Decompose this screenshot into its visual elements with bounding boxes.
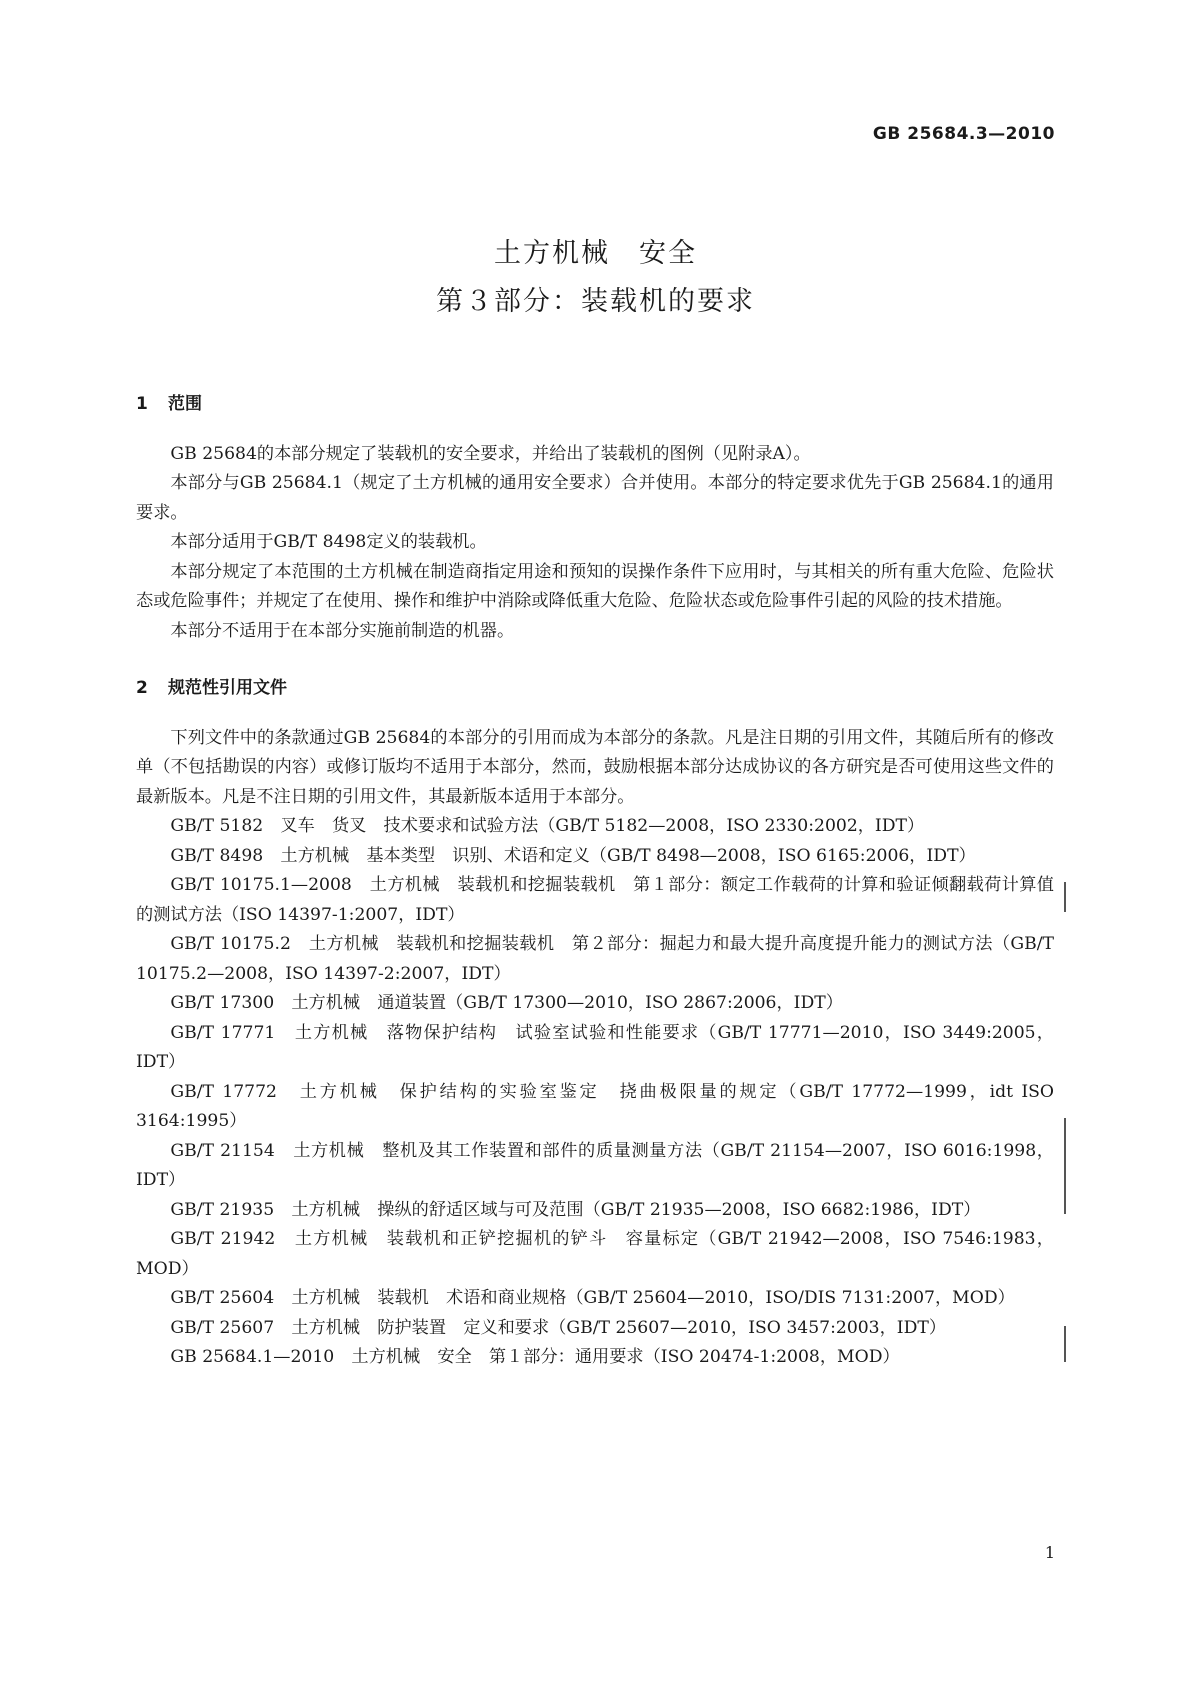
reference-text: 土方机械 安全 第１部分：通用要求（ISO 20474-1:2008，MOD） bbox=[351, 1347, 900, 1367]
reference-text: 土方机械 防护装置 定义和要求（GB/T 25607—2010，ISO 3457:2003，IDT） bbox=[291, 1317, 947, 1338]
change-bar bbox=[1064, 1118, 1066, 1214]
reference-text: 土方机械 装载机和挖掘装载机 第２部分：掘起力和最大提升高度提升能力的测试方法（GB/T 10175.2—2008，ISO 14397-2:2007，IDT） bbox=[136, 934, 1055, 984]
section-title: 规范性引用文件 bbox=[168, 678, 287, 698]
reference-item bbox=[136, 812, 1054, 842]
paragraph: 本部分不适用于在本部分实施前制造的机器。 bbox=[170, 620, 515, 641]
reference-text: 土方机械 操纵的舒适区域与可及范围（GB/T 21935—2008，ISO 6682:1986，IDT） bbox=[291, 1199, 981, 1220]
reference-item bbox=[136, 989, 1054, 1019]
reference-item bbox=[136, 1078, 1054, 1137]
reference-item bbox=[136, 930, 1054, 989]
reference-code: GB/T 21154 bbox=[170, 1140, 275, 1161]
reference-code: GB 25684.1—2010 bbox=[170, 1347, 335, 1367]
reference-text: 土方机械 落物保护结构 试验室试验和性能要求（GB/T 17771—2010，ISO 3449:2005，IDT） bbox=[136, 1022, 1054, 1072]
reference-list bbox=[136, 812, 1054, 1373]
reference-code: GB/T 21942 bbox=[170, 1229, 276, 1249]
reference-code: GB/T 5182 bbox=[170, 816, 264, 836]
reference-item bbox=[136, 1314, 1054, 1344]
document-title bbox=[0, 230, 1191, 326]
reference-code: GB/T 17772 bbox=[170, 1081, 277, 1102]
reference-text: 土方机械 整机及其工作装置和部件的质量测量方法（GB/T 21154—2007，ISO 6016:1998，IDT） bbox=[136, 1140, 1054, 1190]
paragraph: GB 25684的本部分规定了装载机的安全要求，并给出了装载机的图例（见附录A）。 bbox=[170, 443, 811, 464]
section-title: 范围 bbox=[168, 394, 202, 414]
reference-code: GB/T 17771 bbox=[170, 1022, 276, 1043]
standard-code: GB 25684.3—2010 bbox=[872, 124, 1055, 144]
page-number: 1 bbox=[1044, 1543, 1055, 1562]
reference-code: GB/T 25607 bbox=[170, 1317, 275, 1338]
reference-item bbox=[136, 1343, 1054, 1373]
section-number: 2 bbox=[136, 678, 148, 698]
reference-code: GB/T 10175.2 bbox=[170, 934, 291, 954]
title-line-2: 第３部分：装载机的要求 bbox=[436, 286, 755, 317]
document-body bbox=[136, 390, 1054, 1373]
paragraph: 本部分规定了本范围的土方机械在制造商指定用途和预知的误操作条件下应用时，与其相关的所有重大危险、危险状态或危险事件；并规定了在使用、操作和维护中消除或降低重大危险、危险状态或危险事件引起的风险的技术措施。 bbox=[136, 561, 1054, 611]
title-line-1: 土方机械 安全 bbox=[494, 238, 697, 269]
reference-text: 土方机械 基本类型 识别、术语和定义（GB/T 8498—2008，ISO 6165:2006，IDT） bbox=[280, 845, 976, 866]
paragraph: 本部分适用于GB/T 8498定义的装载机。 bbox=[170, 532, 487, 552]
reference-item bbox=[136, 1284, 1054, 1314]
reference-code: GB/T 25604 bbox=[170, 1288, 275, 1308]
change-bar bbox=[1064, 882, 1066, 912]
paragraph: 下列文件中的条款通过GB 25684的本部分的引用而成为本部分的条款。凡是注日期的引用文件，其随后所有的修改单（不包括勘误的内容）或修订版均不适用于本部分，然而，鼓励根据本部分达成协议的各方研究是否可使用这些文件的最新版本。凡是不注日期的引用文件，其最新版本适用于本部分。 bbox=[136, 727, 1054, 807]
change-bar bbox=[1064, 1326, 1066, 1362]
reference-item bbox=[136, 1137, 1054, 1196]
reference-item bbox=[136, 842, 1054, 872]
reference-code: GB/T 10175.1—2008 bbox=[170, 875, 352, 895]
section-heading-normative-references bbox=[136, 674, 1054, 704]
reference-text: 土方机械 保护结构的实验室鉴定 挠曲极限量的规定（GB/T 17772—1999，idt ISO 3164:1995） bbox=[136, 1081, 1054, 1131]
section-number: 1 bbox=[136, 394, 148, 414]
paragraph: 本部分与GB 25684.1（规定了土方机械的通用安全要求）合并使用。本部分的特定要求优先于GB 25684.1的通用要求。 bbox=[136, 473, 1054, 523]
reference-code: GB/T 17300 bbox=[170, 993, 275, 1013]
reference-item bbox=[136, 1196, 1054, 1226]
reference-item bbox=[136, 871, 1054, 930]
reference-code: GB/T 21935 bbox=[170, 1199, 275, 1220]
reference-item bbox=[136, 1019, 1054, 1078]
reference-code: GB/T 8498 bbox=[170, 845, 264, 866]
section-heading-scope bbox=[136, 390, 1054, 420]
reference-text: 土方机械 装载机和挖掘装载机 第１部分：额定工作载荷的计算和验证倾翻载荷计算值的测试方法（ISO 14397-1:2007，IDT） bbox=[136, 875, 1054, 925]
reference-text: 土方机械 装载机 术语和商业规格（GB/T 25604—2010，ISO/DIS 7131:2007，MOD） bbox=[291, 1288, 1015, 1308]
reference-text: 土方机械 装载机和正铲挖掘机的铲斗 容量标定（GB/T 21942—2008，ISO 7546:1983，MOD） bbox=[136, 1229, 1054, 1279]
reference-item bbox=[136, 1225, 1054, 1284]
reference-text: 土方机械 通道装置（GB/T 17300—2010，ISO 2867:2006，IDT） bbox=[291, 993, 843, 1013]
reference-text: 叉车 货叉 技术要求和试验方法（GB/T 5182—2008，ISO 2330:2002，IDT） bbox=[280, 816, 925, 836]
